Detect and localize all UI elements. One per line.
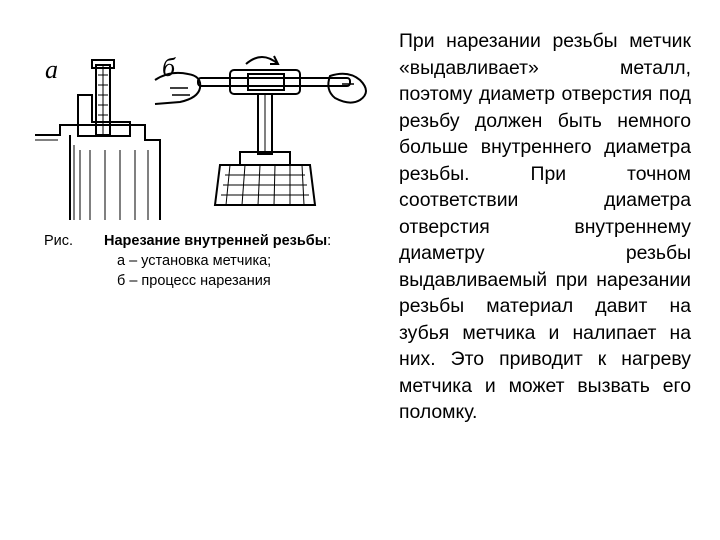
tap-setup-drawing <box>35 60 160 220</box>
caption-item-a: а – установка метчика; <box>117 253 272 269</box>
figure-illustration <box>30 40 380 220</box>
body-paragraph: При нарезании резьбы метчик «выдавливает» металл, поэтому диаметр отверстия под резьбу должен быть немного больше внутреннего диаметра резьбы. При точном соответствии диаметра отверстия внутреннему диаметру резьбы выдавливаемый при нарезании резьбы материал давит на зубья метчика и налипает на них. Это приводит к нагреву метчика и может вызвать его поломку. <box>399 30 691 423</box>
tapping-process-drawing <box>155 56 366 205</box>
figure-label-a: а <box>45 55 58 84</box>
caption-title-suffix: : <box>327 233 332 249</box>
caption-item-b: б – процесс нарезания <box>117 273 271 289</box>
figure-label-b: б <box>162 53 176 82</box>
caption-title: Нарезание внутренней резьбы <box>104 233 328 249</box>
figure-caption <box>44 231 384 291</box>
caption-prefix: Рис. <box>44 233 74 249</box>
